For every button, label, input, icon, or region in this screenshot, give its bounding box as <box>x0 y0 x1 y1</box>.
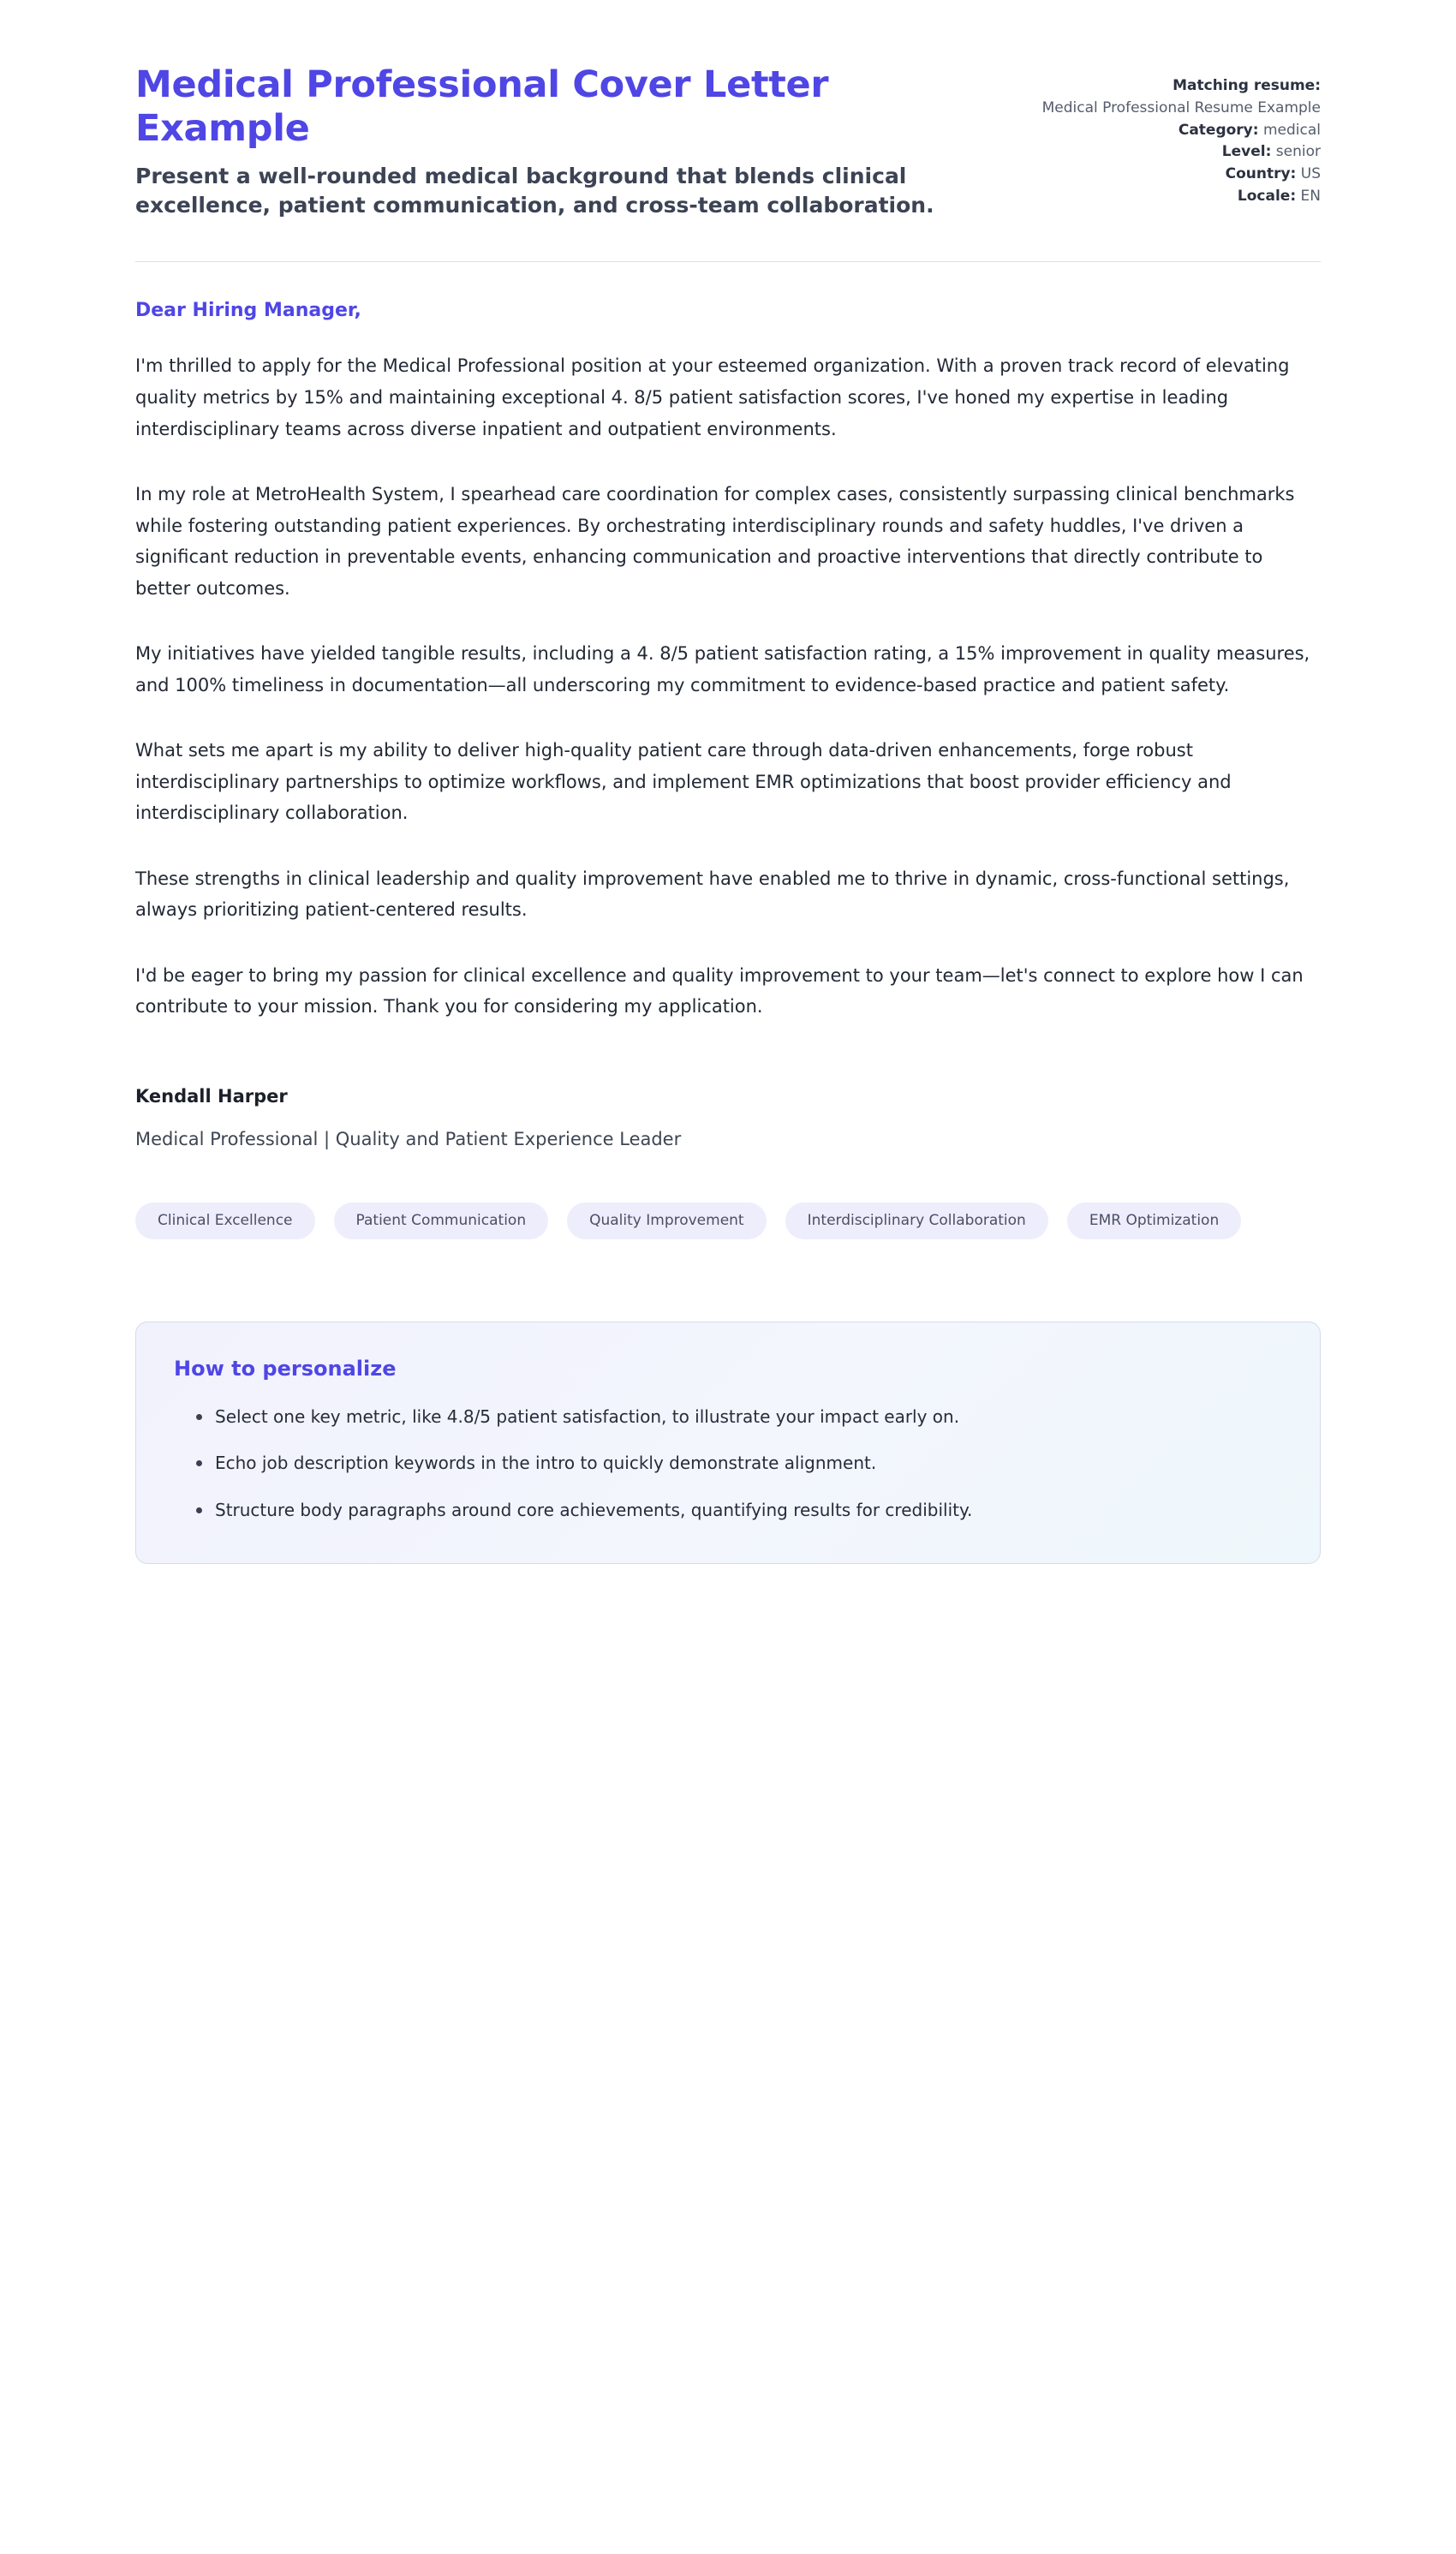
skill-tag[interactable]: EMR Optimization <box>1067 1202 1241 1239</box>
meta-matching-resume-label: Matching resume: <box>1173 77 1321 94</box>
signature-name: Kendall Harper <box>135 1085 288 1107</box>
signature-role: Medical Professional | Quality and Patient Experience Leader <box>135 1128 682 1149</box>
callout-list-item: Select one key metric, like 4.8/5 patient satisfaction, to illustrate your impact early on. <box>196 1403 1282 1430</box>
page-title: Medical Professional Cover Letter Example <box>135 63 829 150</box>
meta-country-label: Country: <box>1225 165 1297 183</box>
meta-matching-resume <box>1042 75 1321 120</box>
meta-category-label: Category: <box>1178 121 1259 139</box>
meta-locale <box>1042 186 1321 208</box>
meta-category <box>1042 120 1321 142</box>
meta-locale-label: Locale: <box>1237 188 1297 206</box>
meta-level-value: senior <box>1275 143 1321 161</box>
skill-tag[interactable]: Clinical Excellence <box>135 1202 315 1239</box>
document-header <box>135 63 1321 220</box>
skill-tag[interactable]: Quality Improvement <box>567 1202 767 1239</box>
skill-tag-list <box>135 1202 1321 1239</box>
callout-title: How to personalize <box>174 1356 397 1381</box>
callout-list <box>174 1403 1282 1524</box>
meta-country-value: US <box>1300 165 1321 183</box>
letter-paragraph: These strengths in clinical leadership and quality improvement have enabled me to thrive in dynamic, cross-functional settings, always prioritizing patient-centered results. <box>135 868 1290 921</box>
skill-tag[interactable]: Interdisciplinary Collaboration <box>785 1202 1048 1239</box>
salutation: Dear Hiring Manager, <box>135 300 361 322</box>
skill-tag[interactable]: Patient Communication <box>334 1202 549 1239</box>
letter-paragraph: My initiatives have yielded tangible results, including a 4. 8/5 patient satisfaction rating, a 15% improvement in quality measures, and 100% timeliness in documentation—all underscoring my commitment to evidence-based practice and patient safety. <box>135 643 1310 695</box>
meta-category-value: medical <box>1262 121 1321 139</box>
page-subtitle: Present a well-rounded medical background that blends clinical excellence, patient communication, and cross-team collaboration. <box>135 164 934 218</box>
letter-paragraph: What sets me apart is my ability to deliver high-quality patient care through data-driven enhancements, forge robust interdisciplinary partnerships to optimize workflows, and implement EMR optimizations that boost provider efficiency and interdisciplinary collaboration. <box>135 740 1232 824</box>
callout-list-item: Structure body paragraphs around core achievements, quantifying results for credibility. <box>196 1496 1282 1524</box>
meta-level <box>1042 141 1321 164</box>
header-text-block <box>135 63 992 220</box>
cover-letter-body <box>135 262 1321 1149</box>
document-metadata <box>1042 63 1321 208</box>
meta-level-label: Level: <box>1221 143 1272 161</box>
callout-list-item: Echo job description keywords in the intro to quickly demonstrate alignment. <box>196 1449 1282 1477</box>
personalize-callout <box>135 1322 1321 1564</box>
meta-locale-value: EN <box>1300 188 1321 206</box>
meta-matching-resume-value: Medical Professional Resume Example <box>1041 98 1321 116</box>
signature-block <box>135 1086 1321 1149</box>
meta-country <box>1042 164 1321 186</box>
letter-paragraph: I'd be eager to bring my passion for clinical excellence and quality improvement to your team—let's connect to explore how I can contribute to your mission. Thank you for considering my application. <box>135 964 1304 1017</box>
letter-paragraph: I'm thrilled to apply for the Medical Professional position at your esteemed organization. With a proven track record of elevating quality metrics by 15% and maintaining exceptional 4. 8/5 patient satisfaction scores, I've honed my expertise in leading interdisciplinary teams across diverse inpatient and outpatient environments. <box>135 355 1290 439</box>
letter-paragraph: In my role at MetroHealth System, I spearhead care coordination for complex cases, consistently surpassing clinical benchmarks while fostering outstanding patient experiences. By orchestrating interdisciplinary rounds and safety huddles, I've driven a significant reduction in preventable events, enhancing communication and proactive interventions that directly contribute to better outcomes. <box>135 484 1295 599</box>
